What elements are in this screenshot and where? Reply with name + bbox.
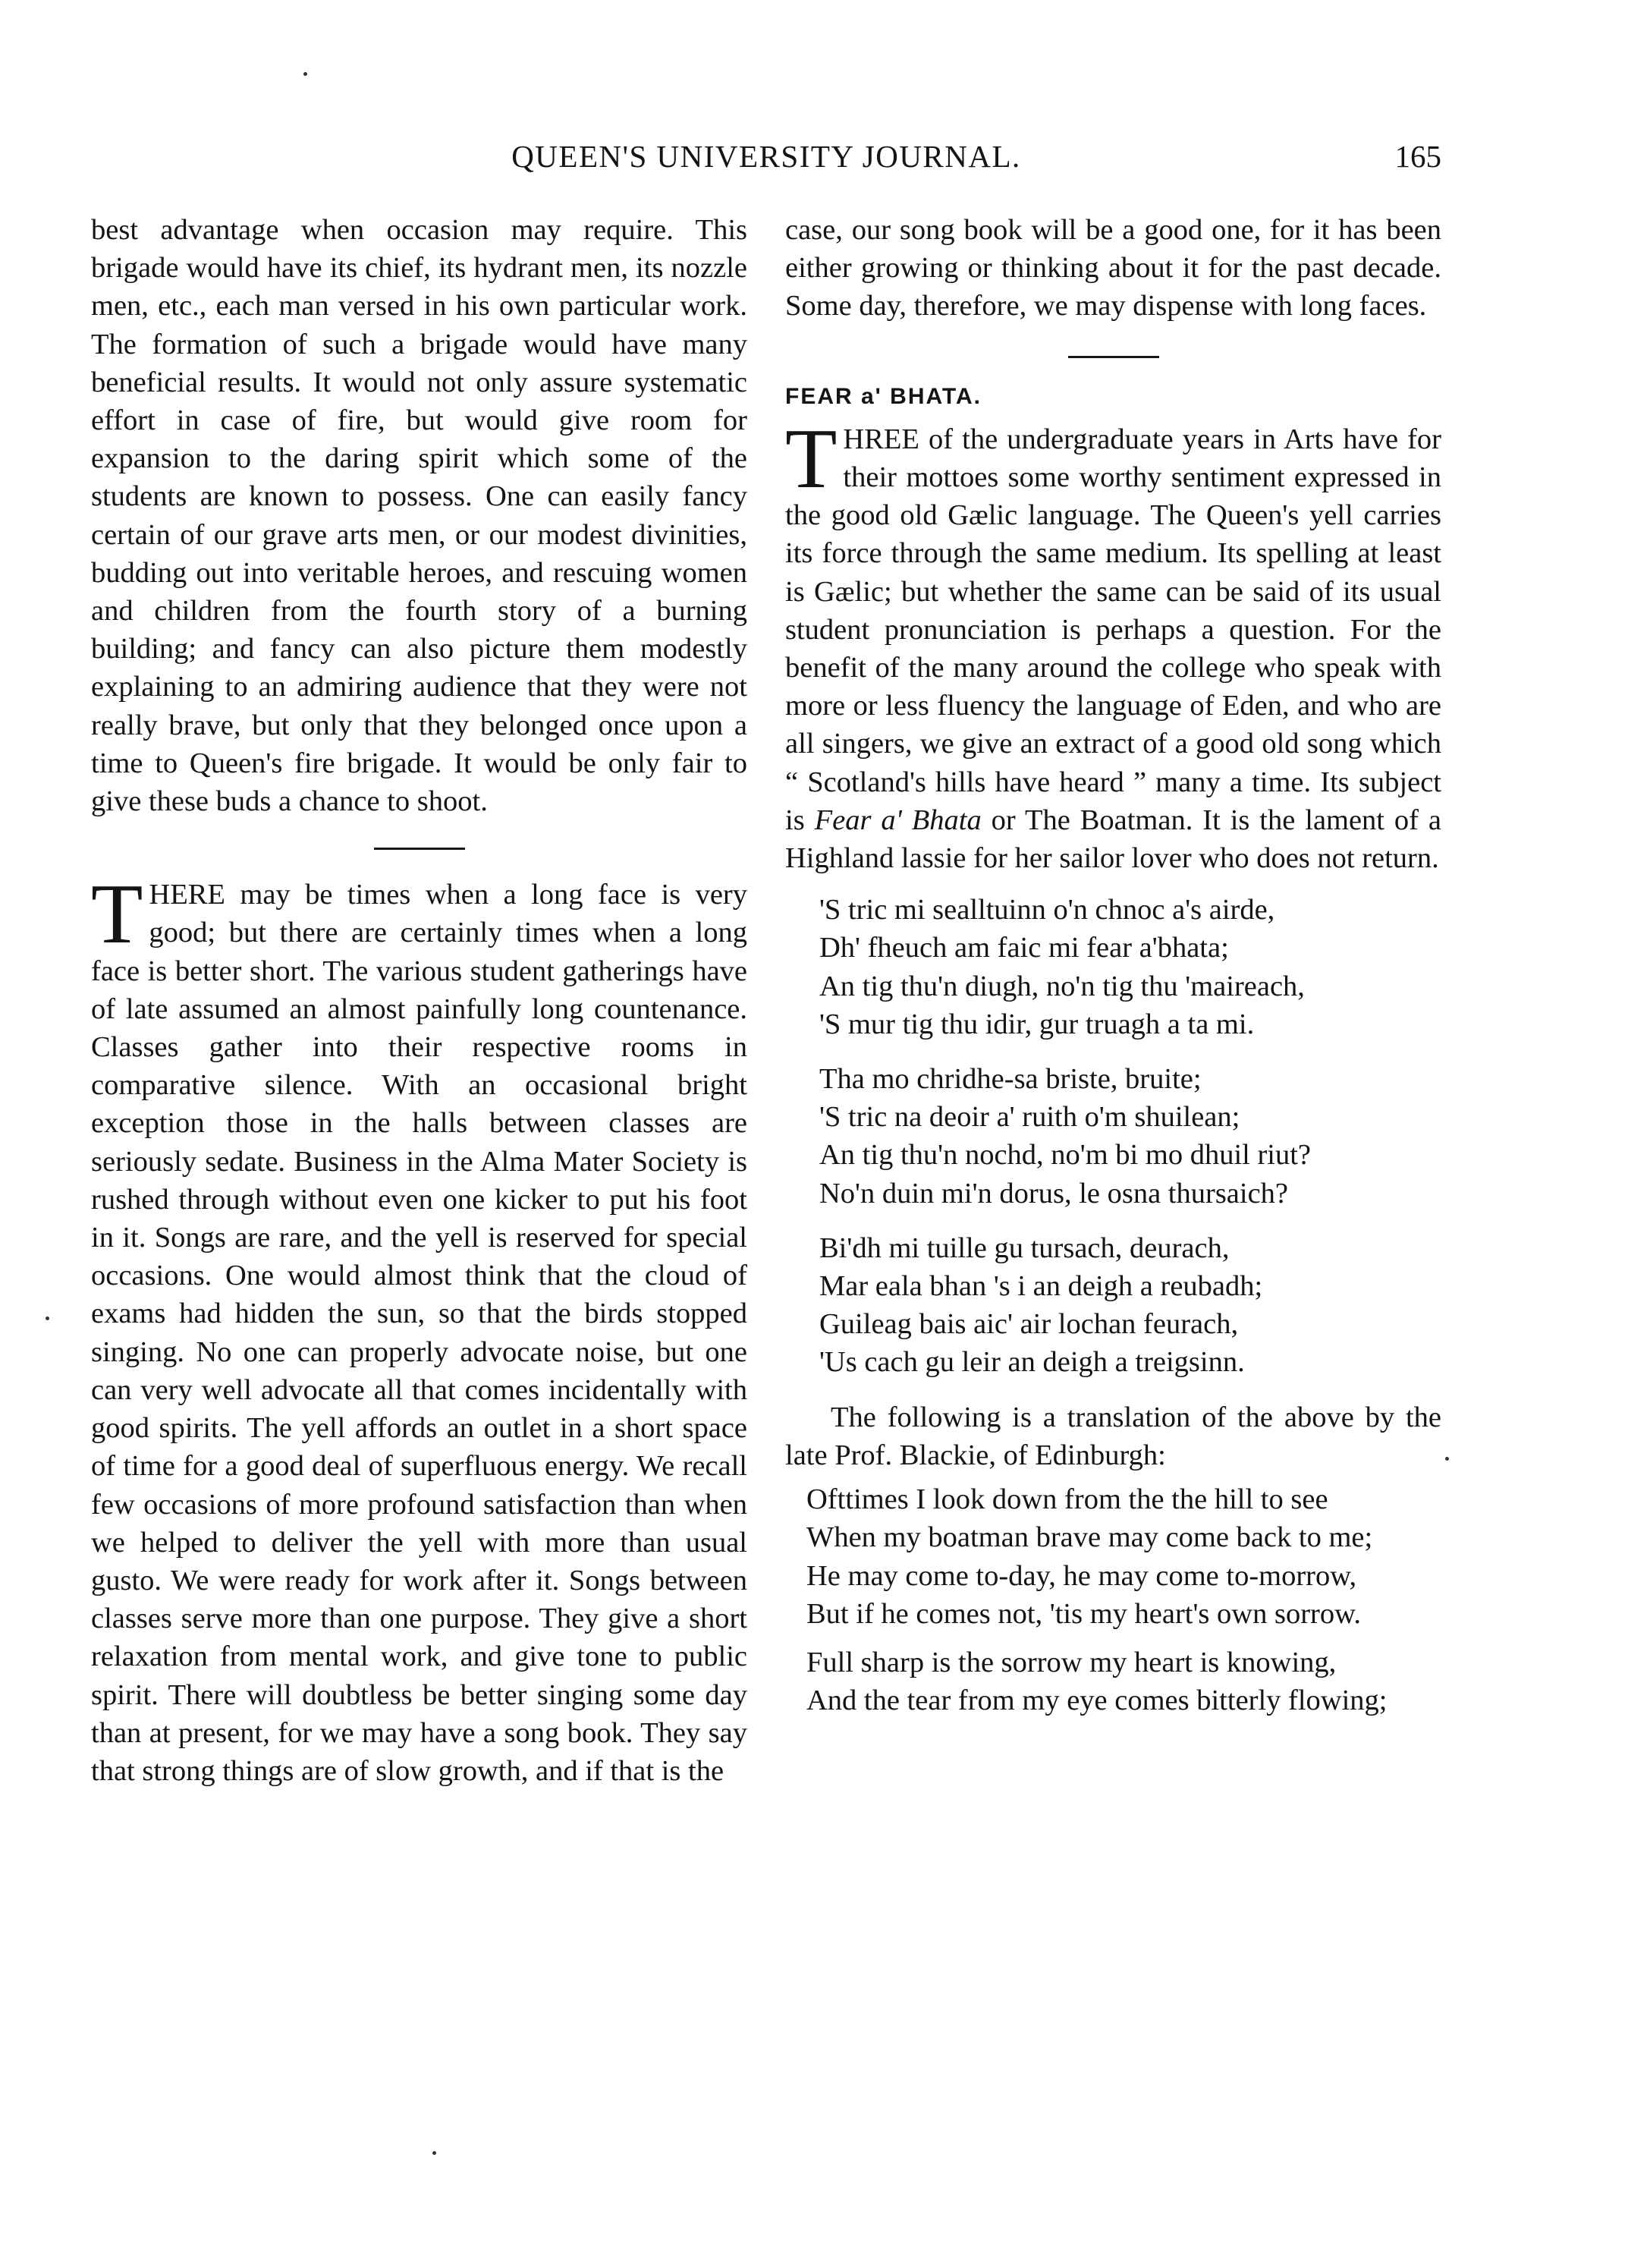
verse-line: 'S tric mi sealltuinn o'n chnoc a's airde,: [819, 894, 1275, 926]
drop-cap: T: [785, 411, 838, 506]
translation-block: [785, 1480, 1441, 1719]
verse-line: When my boatman brave may come back to me;: [806, 1521, 1373, 1554]
print-speck: [46, 1316, 49, 1320]
verse-line: An tig thu'n diugh, no'n tig thu 'maireach,: [819, 970, 1305, 1002]
gaelic-stanza: [819, 1229, 1441, 1382]
intro-tail: or The Boatman. It is the lament of a Highland lassie for her sailor lover who does not return.: [785, 804, 1441, 875]
journal-title: QUEEN'S UNIVERSITY JOURNAL.: [511, 139, 1021, 174]
verse-line: 'S mur tig thu idir, gur truagh a ta mi.: [819, 1008, 1255, 1040]
translation-stanza: [806, 1644, 1441, 1719]
song-book-paragraph: case, our song book will be a good one, for it has been either growing or thinking about it for the past decade. Some day, therefore, we may dispense with long faces.: [785, 214, 1441, 322]
fear-a-bhata-intro: [785, 411, 1441, 877]
page-number: 165: [1394, 139, 1441, 174]
print-speck: [303, 72, 307, 76]
right-column: [785, 211, 1441, 1719]
left-column: [91, 211, 747, 1790]
intro-text: HREE of the undergraduate years in Arts have for their mottoes some worthy sentiment expressed in the good old Gælic language. The Queen's yell carries its force through the same medium. Its spelling at least is Gælic; but whether the same can be said of its usual student pronunciation is perhaps a question. For the benefit of the many around the college who speak with more or less fluency the language of Eden, and who are all singers, we give an extract of a good old song which “ Scotland's hills have heard ” many a time. Its subject is: [785, 423, 1441, 836]
verse-line: Ofttimes I look down from the the hill to see: [806, 1483, 1328, 1516]
long-face-text: HERE may be times when a long face is very good; but there are certainly times when a long face is better short. The various student gatherings have of late assumed an almost painfully long countenance. Classes gather into their respective rooms in comparative silence. With an occasional bright exception those in the halls between classes are seriously sedate. Business in the Alma Mater Society is rushed through without even one kicker to put his foot in it. Songs are rare, and the yell is reserved for special occasions. One would almost think that the cloud of exams had hidden the sun, so that the birds stopped singing. No one can properly advocate noise, but one can very well advocate all that comes incidentally with good spirits. The yell affords an outlet in a short space of time for a good deal of superfluous energy. We recall few occasions of more profound satisfaction than when we helped to deliver the yell with more than usual gusto. We were ready for work after it. Songs between classes serve more than one purpose. They give a short relaxation from mental work, and give tone to public spirit. There will doubtless be better singing some day than at present, for we may have a song book. They say that strong things are of slow growth, and if that is the: [91, 879, 747, 1787]
section-title: FEAR a' BHATA.: [785, 383, 982, 409]
translation-stanza: [806, 1480, 1441, 1633]
drop-cap: T: [91, 867, 143, 962]
long-face-paragraph: [91, 867, 747, 1790]
print-speck: [432, 2151, 436, 2155]
verse-line: Mar eala bhan 's i an deigh a reubadh;: [819, 1270, 1263, 1303]
verse-line: 'Us cach gu leir an deigh a treigsinn.: [819, 1346, 1245, 1379]
verse-line: No'n duin mi'n dorus, le osna thursaich?: [819, 1177, 1289, 1209]
verse-line: And the tear from my eye comes bitterly flowing;: [806, 1684, 1388, 1717]
fire-brigade-paragraph: best advantage when occasion may require. This brigade would have its chief, its hydrant men, its nozzle men, etc., each man versed in his own particular work. The formation of such a brigade would have many beneficial results. It would not only assure systematic effort in case of fire, but would give room for expansion to the daring spirit which some of the students are known to possess. One can easily fancy certain of our grave arts men, or our modest divinities, budding out into veritable heroes, and rescuing women and children from the fourth story of a burning building; and fancy can also picture them modestly explaining to an admiring audience that they were not really brave, but only that they belonged once upon a time to Queen's fire brigade. It would be only fair to give these buds a chance to shoot.: [91, 214, 747, 818]
print-speck: [1445, 1457, 1449, 1461]
verse-line: Tha mo chridhe-sa briste, bruite;: [819, 1063, 1202, 1096]
translation-intro: The following is a translation of the above by the late Prof. Blackie, of Edinburgh:: [785, 1401, 1441, 1471]
gaelic-stanza: [819, 1060, 1441, 1213]
verse-line: Bi'dh mi tuille gu tursach, deurach,: [819, 1232, 1230, 1264]
verse-line: Guileag bais aic' air lochan feurach,: [819, 1308, 1239, 1341]
verse-line: But if he comes not, 'tis my heart's own sorrow.: [806, 1597, 1362, 1630]
gaelic-stanza: [819, 891, 1441, 1043]
song-name: Fear a' Bhata: [814, 804, 982, 836]
verse-line: Dh' fheuch am faic mi fear a'bhata;: [819, 932, 1229, 964]
verse-line: He may come to-day, he may come to-morrow,: [806, 1559, 1357, 1592]
page-header: [91, 135, 1441, 181]
verse-line: 'S tric na deoir a' ruith o'm shuilean;: [819, 1101, 1240, 1134]
verse-line: Full sharp is the sorrow my heart is knowing,: [806, 1646, 1337, 1678]
verse-line: An tig thu'n nochd, no'm bi mo dhuil riut?: [819, 1139, 1312, 1172]
